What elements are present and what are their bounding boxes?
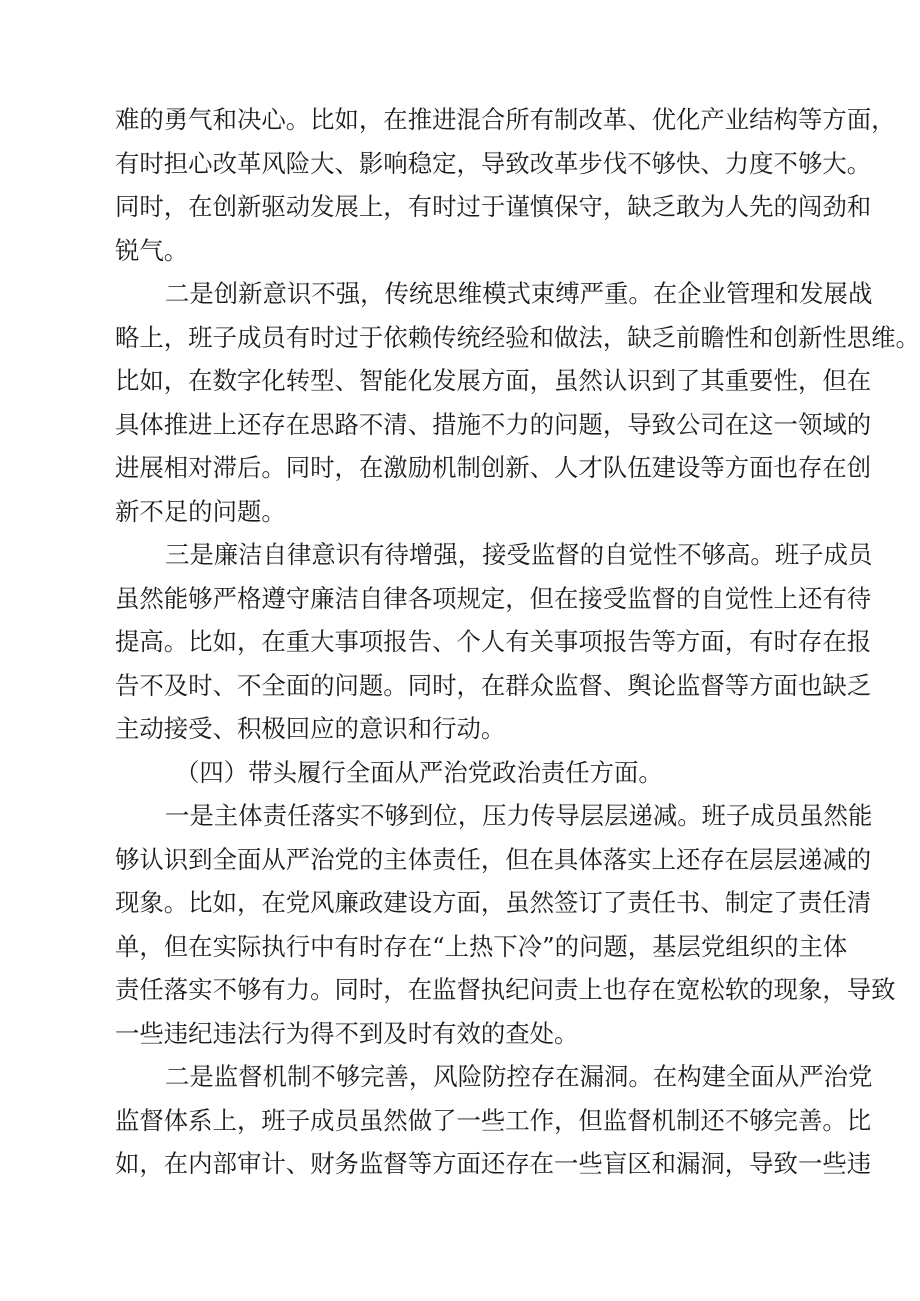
text-line: 比如，在数字化转型、智能化发展方面，虽然认识到了其重要性，但在	[115, 366, 872, 395]
text-line: 够认识到全面从严治党的主体责任，但在具体落实上还存在层层递减的	[115, 844, 872, 874]
text-line: 一些违纪违法行为得不到及时有效的查处。	[115, 1018, 579, 1048]
text-line: 略上，班子成员有时过于依赖传统经验和做法，缺乏前瞻性和创新性思维。	[115, 322, 920, 352]
text-line: 现象。比如，在党风廉政建设方面，虽然签订了责任书、制定了责任清	[115, 888, 872, 917]
text-line: 告不及时、不全面的问题。同时，在群众监督、舆论监督等方面也缺乏	[115, 670, 872, 700]
text-line: 主动接受、积极回应的意识和行动。	[115, 714, 506, 743]
text-line: 难的勇气和决心。比如，在推进混合所有制改革、优化产业结构等方面，	[115, 105, 896, 134]
document-body	[115, 98, 920, 1186]
text-line: 责任落实不够有力。同时，在监督执纪问责上也存在宽松软的现象，导致	[115, 975, 896, 1004]
text-line: 具体推进上还存在思路不清、措施不力的问题，导致公司在这一领域的	[115, 409, 872, 439]
paragraph-start-line: 二是监督机制不够完善，风险防控存在漏洞。在构建全面从严治党	[165, 1062, 873, 1091]
text-line: 虽然能够严格遵守廉洁自律各项规定，但在接受监督的自觉性上还有待	[115, 583, 872, 613]
section-heading: （四）带头履行全面从严治党政治责任方面。	[175, 757, 663, 787]
paragraph-start-line: 三是廉洁自律意识有待增强，接受监督的自觉性不够高。班子成员	[165, 540, 873, 569]
paragraph-start-line: 一是主体责任落实不够到位，压力传导层层递减。班子成员虽然能	[165, 801, 873, 830]
text-line: 如，在内部审计、财务监督等方面还存在一些盲区和漏洞，导致一些违	[115, 1149, 872, 1178]
text-line: 有时担心改革风险大、影响稳定，导致改革步伐不够快、力度不够大。	[115, 148, 872, 178]
text-line: 同时，在创新驱动发展上，有时过于谨慎保守，缺乏敢为人先的闯劲和	[115, 192, 872, 221]
text-line: 监督体系上，班子成员虽然做了一些工作，但监督机制还不够完善。比	[115, 1105, 872, 1135]
text-line: 单，但在实际执行中有时存在“上热下冷”的问题，基层党组织的主体	[115, 931, 848, 961]
text-line: 锐气。	[115, 235, 189, 265]
text-line: 进展相对滞后。同时，在激励机制创新、人才队伍建设等方面也存在创	[115, 453, 872, 482]
paragraph-start-line: 二是创新意识不强，传统思维模式束缚严重。在企业管理和发展战	[165, 279, 873, 308]
text-line: 新不足的问题。	[115, 496, 286, 526]
text-line: 提高。比如，在重大事项报告、个人有关事项报告等方面，有时存在报	[115, 627, 872, 656]
